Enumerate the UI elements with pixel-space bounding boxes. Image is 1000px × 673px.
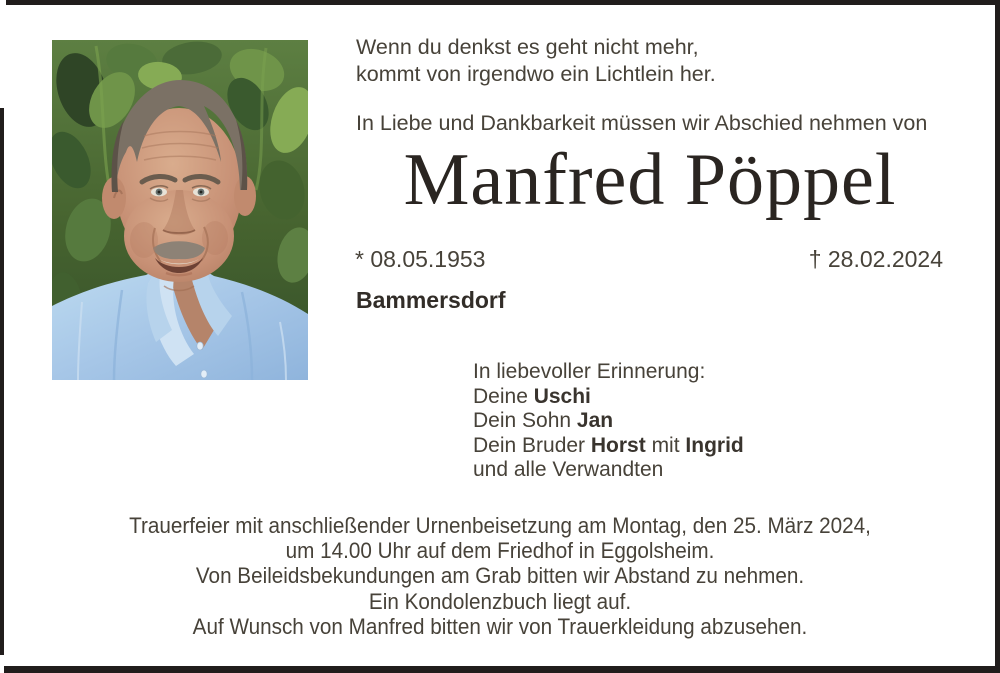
memorial-line xyxy=(473,434,744,459)
relation-text: mit xyxy=(645,433,686,457)
life-dates xyxy=(355,246,943,273)
announcement-line: Auf Wunsch von Manfred bitten wir von Trauerkleidung abzusehen. xyxy=(192,613,808,639)
announcement-line: um 14.00 Uhr auf dem Friedhof in Eggolsheim. xyxy=(285,538,715,564)
announcement-line: Ein Kondolenzbuch liegt auf. xyxy=(368,588,632,614)
memorial-line: und alle Verwandten xyxy=(473,458,664,482)
quote-line-1: Wenn du denkst es geht nicht mehr, xyxy=(356,35,699,59)
relation-text: Deine xyxy=(473,384,534,408)
family-name: Horst xyxy=(590,433,646,457)
announcement-line: Trauerfeier mit anschließender Urnenbeisetzung am Montag, den 25. März 2024, xyxy=(129,513,871,538)
frame-border-left xyxy=(0,108,4,655)
frame-border-bottom xyxy=(4,666,1000,673)
memorial-line xyxy=(473,385,744,410)
frame-border-top xyxy=(6,0,1000,5)
portrait-photo xyxy=(52,40,308,380)
memorial-block xyxy=(473,360,744,483)
family-name: Ingrid xyxy=(685,433,744,457)
family-name: Jan xyxy=(576,409,614,433)
quote-line-2: kommt von irgendwo ein Lichtlein her. xyxy=(356,61,716,86)
relation-text: Dein Bruder xyxy=(473,433,591,457)
death-date: † 28.02.2024 xyxy=(808,246,943,272)
opening-quote xyxy=(356,34,716,87)
frame-border-right xyxy=(995,0,1000,673)
memorial-heading: In liebevoller Erinnerung: xyxy=(473,360,706,383)
announcement-line: Von Beileidsbekundungen am Grab bitten wir Abstand zu nehmen. xyxy=(195,563,805,589)
intro-text: In Liebe und Dankbarkeit müssen wir Abschied nehmen von xyxy=(356,111,928,135)
birth-date: * 08.05.1953 xyxy=(355,246,486,272)
relation-text: Dein Sohn xyxy=(473,409,577,433)
funeral-announcement xyxy=(30,513,970,639)
memorial-line xyxy=(473,409,744,434)
family-name: Uschi xyxy=(533,384,591,408)
deceased-name: Manfred Pöppel xyxy=(403,139,897,221)
residence: Bammersdorf xyxy=(356,287,506,313)
